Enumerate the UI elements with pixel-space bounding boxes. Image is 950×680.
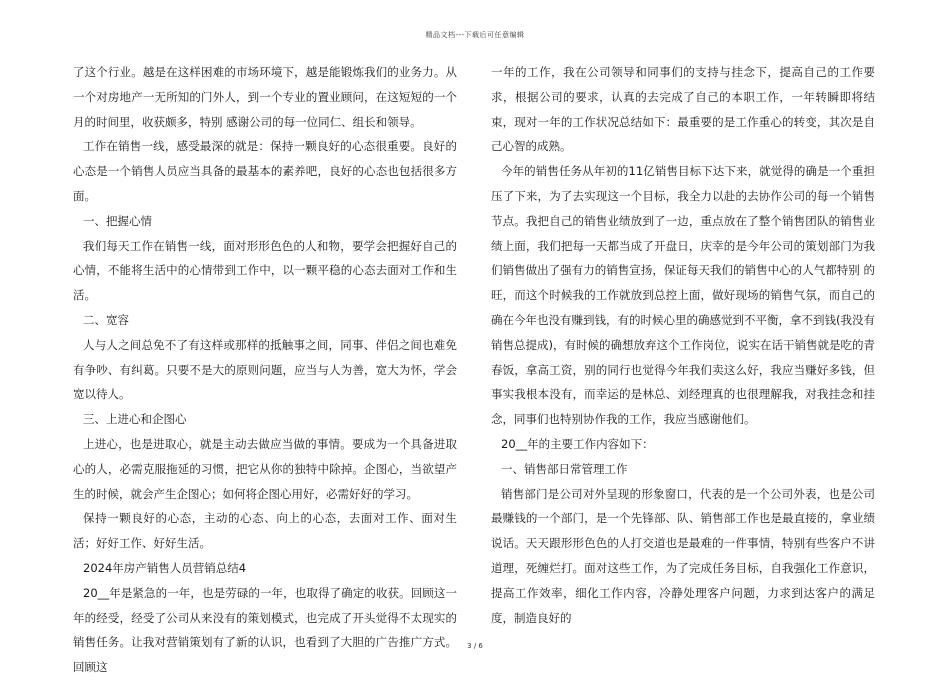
article-title: 2024年房产销售人员营销总结4 xyxy=(83,560,247,575)
paragraph: 20__年的主要工作内容如下： xyxy=(501,436,654,451)
left-column xyxy=(73,60,457,680)
paragraph: 20__年是紧急的一年，也是劳碌的一年，也取得了确定的收获。回顾这一年的经受，经受了公司从来没有的策划模式，也完成了开头觉得不太现实的销售任务。让我对营销策划有了新的认识，也看到了大胆的广告推广方式。回顾这 xyxy=(73,585,457,675)
page-header: 精品文档---下载后可任意编辑 xyxy=(425,31,525,39)
paragraph: 人与人之间总免不了有这样或那样的抵触事之间，同事、伴侣之间也难免有争吵、有纠葛。只要不是大的原则问题，应当与人为善，宽大为怀，学会宽以待人。 xyxy=(73,337,457,402)
paragraph: 上进心，也是进取心，就是主动去做应当做的事情。要成为一个具备进取心的人，必需克服拖延的习惯，把它从你的独特中除掉。企图心，当欲望产生的时候，就会产生企图心；如何将企图心用好，必需好好的学习。 xyxy=(73,436,457,501)
paragraph: 今年的销售任务从年初的11亿销售目标下达下来，就觉得的确是一个重担压了下来，为了去实现这一个目标，我全力以赴的去协作公司的每一个销售节点。我把自己的销售业绩放到了一边，重点放在了整个销售团队的销售业绩上面，我们把每一天都当成了开盘日，庆幸的是今年公司的策划部门为我们销售做出了强有力的销售宣扬，保证每天我们的销售中心的人气都特别 的旺，而这个时候我的工作就放到总控上面，做好现场的销售气氛，而自己的确在今年也没有赚到钱，有的时候心里的确感觉到不平衡，拿不到钱(我没有销售总提成)，有时候的确想放弃这个工作岗位，说实在话干销售就是吃的青春饭，拿高工资，别的同行也觉得今年我们卖这么好，我应当赚好多钱，但事实我根本没有，而幸运的是林总、刘经理真的也很理解我，对我挂念和挂念，同事们也特别协作我的工作，我应当感谢他们。 xyxy=(491,164,875,427)
section-heading: 一、销售部日常管理工作 xyxy=(501,461,628,476)
page-number: 3 / 6 xyxy=(467,642,483,650)
paragraph: 销售部门是公司对外呈现的形象窗口，代表的是一个公司外表，也是公司最赚钱的一个部门，是一个先锋部、队、销售部工作也是最直接的，拿业绩说话。天天跟形形色色的人打交道也是最难的一件事情，特别有些客户不讲道理，死缠烂打。面对这些工作，为了完成任务目标，自我强化工作意识，提高工作效率，细化工作内容，冷静处理客户问题，力求到达客户的满足度，制造良好的 xyxy=(491,486,875,625)
section-heading: 一、把握心情 xyxy=(83,213,152,228)
right-column xyxy=(491,60,875,630)
paragraph: 了这个行业。越是在这样困难的市场环境下，越是能锻炼我们的业务力。从一个对房地产一无所知的门外人，到一个专业的置业顾问，在这短短的一个月的时间里，收获颇多，特别 感谢公司的每一位同仁、组长和领导。 xyxy=(73,65,457,129)
paragraph: 保持一颗良好的心态，主动的心态、向上的心态，去面对工作、面对生活；好好工作、好好生活。 xyxy=(73,511,457,551)
paragraph: 一年的工作，我在公司领导和同事们的支持与挂念下，提高自己的工作要求，根据公司的要求，认真的去完成了自己的本职工作，一年转瞬即将结束，现对一年的工作状况总结如下：最重要的是工作重心的转变，其次是自己心智的成熟。 xyxy=(491,65,875,154)
section-heading: 三、上进心和企图心 xyxy=(83,412,187,427)
paragraph: 工作在销售一线，感受最深的就是：保持一颗良好的心态很重要。良好的心态是一个销售人员应当具备的最基本的素养吧，良好的心态也包括很多方面。 xyxy=(73,139,457,203)
paragraph: 我们每天工作在销售一线，面对形形色色的人和物，要学会把握好自己的心情，不能将生活中的心情带到工作中，以一颗平稳的心态去面对工作和生活。 xyxy=(73,238,457,303)
section-heading: 二、宽容 xyxy=(83,312,129,327)
